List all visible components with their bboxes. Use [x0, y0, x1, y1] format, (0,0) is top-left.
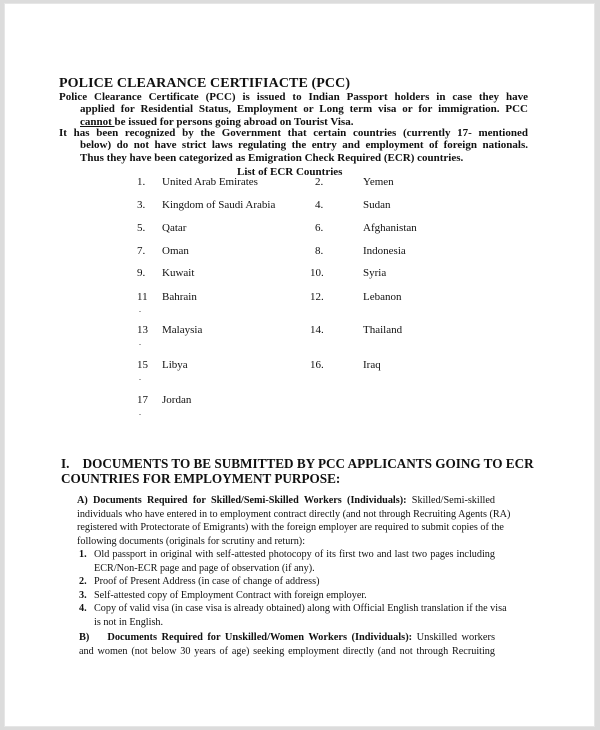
country-name: Yemen [363, 176, 394, 188]
country-number: 10. [310, 267, 324, 279]
item-number: 4. [79, 603, 87, 615]
country-number: 14. [310, 324, 324, 336]
country-number: 6. [315, 222, 324, 234]
country-number: 4. [315, 199, 324, 211]
number-suffix: . [139, 305, 141, 314]
number-suffix: . [139, 408, 141, 417]
country-name: Lebanon [363, 291, 402, 303]
subsection-b-line: and women (not below 30 years of age) seeking employment directly (and not through Recruiting [79, 645, 495, 657]
country-number: 17 [137, 394, 148, 406]
subsection-a [77, 494, 511, 548]
intro-line: cannot be issued for persons going abroad on Tourist Visa. [80, 115, 354, 128]
country-name: Malaysia [162, 324, 203, 336]
subsection-b-line: B) Documents Required for Unskilled/Women Workers (Individuals): Unskilled workers [79, 632, 495, 643]
intro-paragraph [59, 91, 528, 128]
country-name: Indonesia [363, 245, 406, 257]
document-item: 2. Proof of Present Address (in case of change of address) [79, 576, 320, 588]
subsection-a-label: A) Documents Required for Skilled/Semi-Skilled Workers (Individuals): [77, 495, 407, 506]
subsection-a-line: A) Documents Required for Skilled/Semi-Skilled Workers (Individuals): Skilled/Semi-skilled [77, 495, 496, 506]
country-name: Kingdom of Saudi Arabia [162, 199, 276, 211]
subsection-a-line: registered with Protectorate of Emigrants) with the foreign employer are required to submit copies of the [77, 522, 504, 534]
item-number: 3. [79, 589, 87, 601]
country-name: Jordan [162, 394, 192, 406]
cannot-emphasis: cannot [80, 115, 115, 128]
subsection-b-label: B) Documents Required for Unskilled/Women Workers (Individuals): [79, 632, 413, 643]
country-name: Thailand [363, 324, 403, 336]
document-item: 3. Self-attested copy of Employment Contract with foreign employer. [79, 589, 367, 601]
country-number: 11 [137, 291, 148, 303]
country-number: 2. [315, 176, 324, 188]
country-number: 1. [137, 176, 146, 188]
ecr-line: below) do not have strict laws regulating the entry and employment of foreign nationals. [80, 139, 528, 152]
country-name: Sudan [363, 199, 391, 211]
section-heading: I. DOCUMENTS TO BE SUBMITTED BY PCC APPLICANTS GOING TO ECR COUNTRIES FOR EMPLOYMENT PURPOSE: [61, 456, 534, 486]
ecr-line: It has been recognized by the Government that certain countries (currently 17- mentioned [59, 127, 528, 139]
ecr-list-heading: List of ECR Countries [237, 166, 343, 178]
number-suffix: . [139, 338, 141, 347]
country-number: 8. [315, 245, 324, 257]
country-number: 15 [137, 359, 148, 371]
intro-line: applied for Residential Status, Employment or Long term visa or for immigration. PCC [80, 103, 528, 116]
country-name: Iraq [363, 359, 381, 371]
item-number: 1. [79, 549, 87, 560]
country-name: Syria [363, 267, 387, 279]
country-number: 9. [137, 267, 146, 279]
country-number: 7. [137, 245, 146, 257]
document-title: POLICE CLEARANCE CERTIFIACTE (PCC) [59, 76, 351, 91]
document-page [4, 3, 595, 727]
country-name: Afghanistan [363, 222, 417, 234]
country-name: Kuwait [162, 267, 195, 279]
item-number: 2. [79, 576, 87, 588]
country-number: 13 [137, 324, 148, 336]
subsection-a-line: following documents (originals for scrutiny and return): [77, 535, 306, 547]
subsection-a-line: individuals who have entered in to employment contract directly (and not through Recruiting Agents (RA) [77, 508, 511, 520]
intro-line: Police Clearance Certificate (PCC) is issued to Indian Passport holders in case they have [59, 91, 528, 103]
country-name: Libya [162, 359, 188, 371]
country-number: 5. [137, 222, 146, 234]
document-item: 1. Old passport in original with self-attested photocopy of its first two and last two pages including ECR/Non-ECR page and page of observation (if any). [79, 549, 495, 574]
ecr-line: Thus they have been categorized as Emigration Check Required (ECR) countries. [80, 151, 464, 164]
ecr-paragraph [59, 127, 528, 164]
country-number: 16. [310, 359, 324, 371]
country-name: Bahrain [162, 291, 197, 303]
number-suffix: . [139, 373, 141, 382]
country-name: United Arab Emirates [162, 176, 258, 188]
country-name: Oman [162, 245, 189, 257]
subsection-b [79, 631, 495, 658]
required-documents-list [79, 548, 507, 630]
document-item: 4. Copy of valid visa (in case visa is already obtained) along with Official English translation if the visa is not in English. [79, 603, 507, 628]
country-number: 12. [310, 291, 324, 303]
country-name: Qatar [162, 222, 187, 234]
country-number: 3. [137, 199, 146, 211]
